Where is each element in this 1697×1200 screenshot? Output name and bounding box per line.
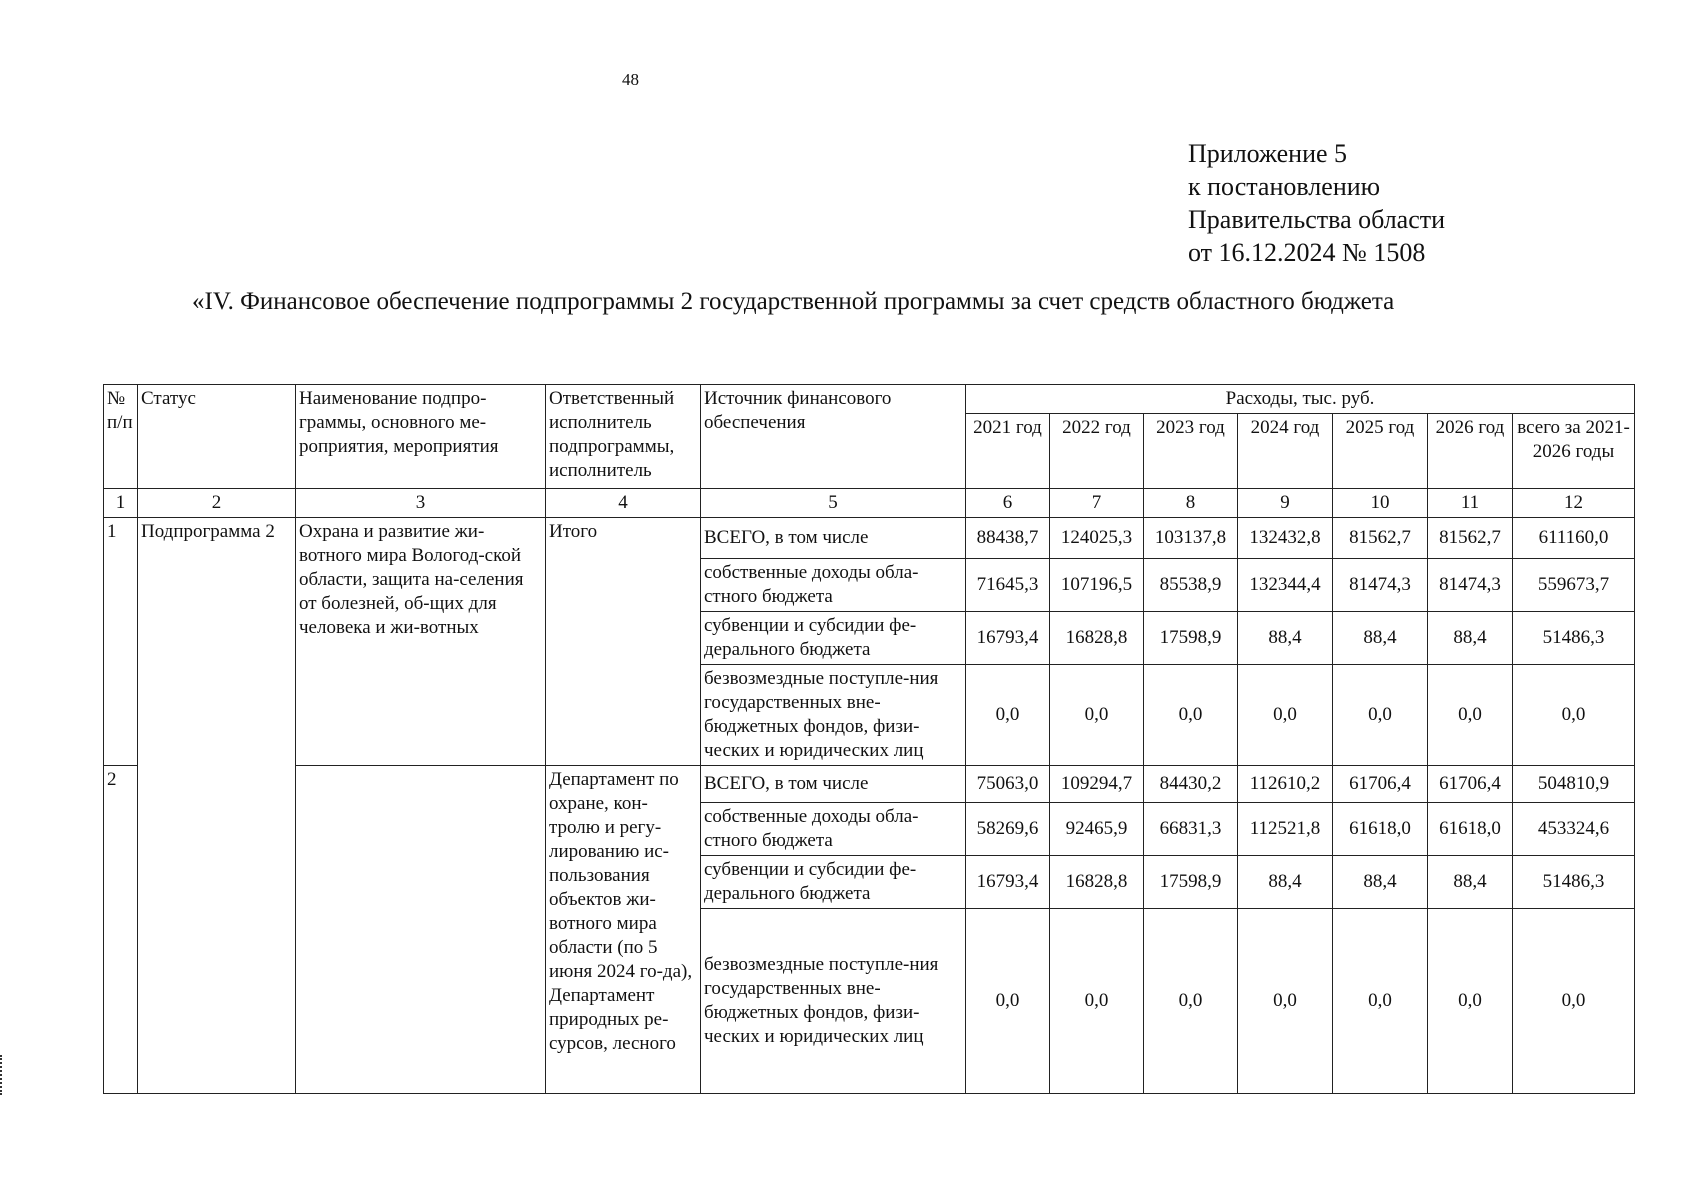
- header-row: [104, 385, 1635, 414]
- cell-value: 17598,9: [1144, 856, 1238, 909]
- row-source: субвенции и субсидии фе-дерального бюджета: [701, 612, 966, 665]
- appendix-line: от 16.12.2024 № 1508: [1188, 238, 1426, 267]
- cell-value: 61618,0: [1333, 803, 1428, 856]
- appendix-line: к постановлению: [1188, 172, 1381, 201]
- cell-value: 0,0: [1238, 665, 1333, 766]
- cell-value: 88,4: [1428, 612, 1513, 665]
- cell-value: 0,0: [1050, 909, 1144, 1094]
- cell-value: 453324,6: [1513, 803, 1635, 856]
- row-status: Подпрограмма 2: [138, 518, 296, 1094]
- cell-value: 132432,8: [1238, 518, 1333, 559]
- col-number: 3: [296, 489, 546, 518]
- cell-value: 0,0: [1428, 665, 1513, 766]
- header-year: 2021 год: [966, 414, 1050, 489]
- cell-value: 132344,4: [1238, 559, 1333, 612]
- header-status: Статус: [138, 385, 296, 489]
- cell-value: 61706,4: [1333, 766, 1428, 803]
- cell-value: 0,0: [966, 909, 1050, 1094]
- cell-value: 107196,5: [1050, 559, 1144, 612]
- col-number: 4: [546, 489, 701, 518]
- col-number: 7: [1050, 489, 1144, 518]
- cell-value: 81562,7: [1333, 518, 1428, 559]
- col-number: 11: [1428, 489, 1513, 518]
- header-year: 2022 год: [1050, 414, 1144, 489]
- cell-value: 112610,2: [1238, 766, 1333, 803]
- col-number: 1: [104, 489, 138, 518]
- cell-value: 75063,0: [966, 766, 1050, 803]
- cell-value: 0,0: [1513, 909, 1635, 1094]
- cell-value: 0,0: [1144, 909, 1238, 1094]
- row-num: 2: [104, 766, 138, 1094]
- row-num: 1: [104, 518, 138, 766]
- cell-value: 84430,2: [1144, 766, 1238, 803]
- cell-value: 92465,9: [1050, 803, 1144, 856]
- header-year: 2023 год: [1144, 414, 1238, 489]
- column-numbers-row: [104, 489, 1635, 518]
- row-source: ВСЕГО, в том числе: [701, 518, 966, 559]
- cell-value: 103137,8: [1144, 518, 1238, 559]
- cell-value: 16793,4: [966, 612, 1050, 665]
- page-number: 48: [622, 70, 639, 89]
- cell-value: 51486,3: [1513, 856, 1635, 909]
- cell-value: 58269,6: [966, 803, 1050, 856]
- cell-value: 71645,3: [966, 559, 1050, 612]
- cell-value: 88,4: [1428, 856, 1513, 909]
- col-number: 10: [1333, 489, 1428, 518]
- header-year-total: всего за 2021-2026 годы: [1513, 414, 1635, 489]
- col-number: 8: [1144, 489, 1238, 518]
- col-number: 5: [701, 489, 966, 518]
- cell-value: 17598,9: [1144, 612, 1238, 665]
- row-name: Охрана и развитие жи-вотного мира Вологод-ской области, защита на-селения от болезней, об-щих для человека и жи-вотных: [296, 518, 546, 766]
- header-year: 2026 год: [1428, 414, 1513, 489]
- table-row: [104, 518, 1635, 559]
- appendix-block: [1188, 137, 1445, 269]
- cell-value: 559673,7: [1513, 559, 1635, 612]
- row-executor: Департамент по охране, кон-тролю и регу-лированию ис-пользования объектов жи-вотного мира области (по 5 июня 2024 го-да), Департамент природных ре-сурсов, лесного: [546, 766, 701, 1094]
- table-row: [104, 766, 1635, 803]
- document-title: «IV. Финансовое обеспечение подпрограммы 2 государственной программы за счет средств областного бюджета: [192, 288, 1395, 315]
- header-executor: Ответственный исполнитель подпрограммы, исполнитель: [546, 385, 701, 489]
- cell-value: 124025,3: [1050, 518, 1144, 559]
- cell-value: 66831,3: [1144, 803, 1238, 856]
- cell-value: 88,4: [1238, 612, 1333, 665]
- cell-value: 0,0: [1050, 665, 1144, 766]
- header-year: 2024 год: [1238, 414, 1333, 489]
- cell-value: 85538,9: [1144, 559, 1238, 612]
- cell-value: 0,0: [1428, 909, 1513, 1094]
- cell-value: 112521,8: [1238, 803, 1333, 856]
- col-number: 12: [1513, 489, 1635, 518]
- row-source: собственные доходы обла-стного бюджета: [701, 559, 966, 612]
- cell-value: 16793,4: [966, 856, 1050, 909]
- cell-value: 16828,8: [1050, 612, 1144, 665]
- row-source: безвозмездные поступле-ния государственных вне-бюджетных фондов, физи-ческих и юридических лиц: [701, 909, 966, 1094]
- col-number: 9: [1238, 489, 1333, 518]
- header-year: 2025 год: [1333, 414, 1428, 489]
- cell-value: 0,0: [1144, 665, 1238, 766]
- header-source: Источник финансового обеспечения: [701, 385, 966, 489]
- cell-value: 504810,9: [1513, 766, 1635, 803]
- row-executor: Итого: [546, 518, 701, 766]
- row-source: ВСЕГО, в том числе: [701, 766, 966, 803]
- appendix-line: Правительства области: [1188, 205, 1446, 234]
- scan-edge-mark: [0, 1055, 6, 1095]
- cell-value: 0,0: [1333, 665, 1428, 766]
- cell-value: 88,4: [1333, 856, 1428, 909]
- row-source: безвозмездные поступле-ния государственных вне-бюджетных фондов, физи-ческих и юридических лиц: [701, 665, 966, 766]
- col-number: 6: [966, 489, 1050, 518]
- cell-value: 61706,4: [1428, 766, 1513, 803]
- header-expenses: Расходы, тыс. руб.: [966, 385, 1635, 414]
- row-source: субвенции и субсидии фе-дерального бюджета: [701, 856, 966, 909]
- cell-value: 81562,7: [1428, 518, 1513, 559]
- cell-value: 0,0: [1238, 909, 1333, 1094]
- financing-table: [103, 384, 1635, 1094]
- cell-value: 0,0: [966, 665, 1050, 766]
- cell-value: 61618,0: [1428, 803, 1513, 856]
- cell-value: 51486,3: [1513, 612, 1635, 665]
- cell-value: 88438,7: [966, 518, 1050, 559]
- cell-value: 16828,8: [1050, 856, 1144, 909]
- cell-value: 611160,0: [1513, 518, 1635, 559]
- col-number: 2: [138, 489, 296, 518]
- row-name: [296, 766, 546, 1094]
- cell-value: 0,0: [1513, 665, 1635, 766]
- cell-value: 88,4: [1333, 612, 1428, 665]
- cell-value: 109294,7: [1050, 766, 1144, 803]
- cell-value: 88,4: [1238, 856, 1333, 909]
- header-num: № п/п: [104, 385, 138, 489]
- appendix-line: Приложение 5: [1188, 139, 1348, 168]
- cell-value: 81474,3: [1428, 559, 1513, 612]
- row-source: собственные доходы обла-стного бюджета: [701, 803, 966, 856]
- cell-value: 81474,3: [1333, 559, 1428, 612]
- cell-value: 0,0: [1333, 909, 1428, 1094]
- header-name: Наименование подпро-граммы, основного ме-роприятия, мероприятия: [296, 385, 546, 489]
